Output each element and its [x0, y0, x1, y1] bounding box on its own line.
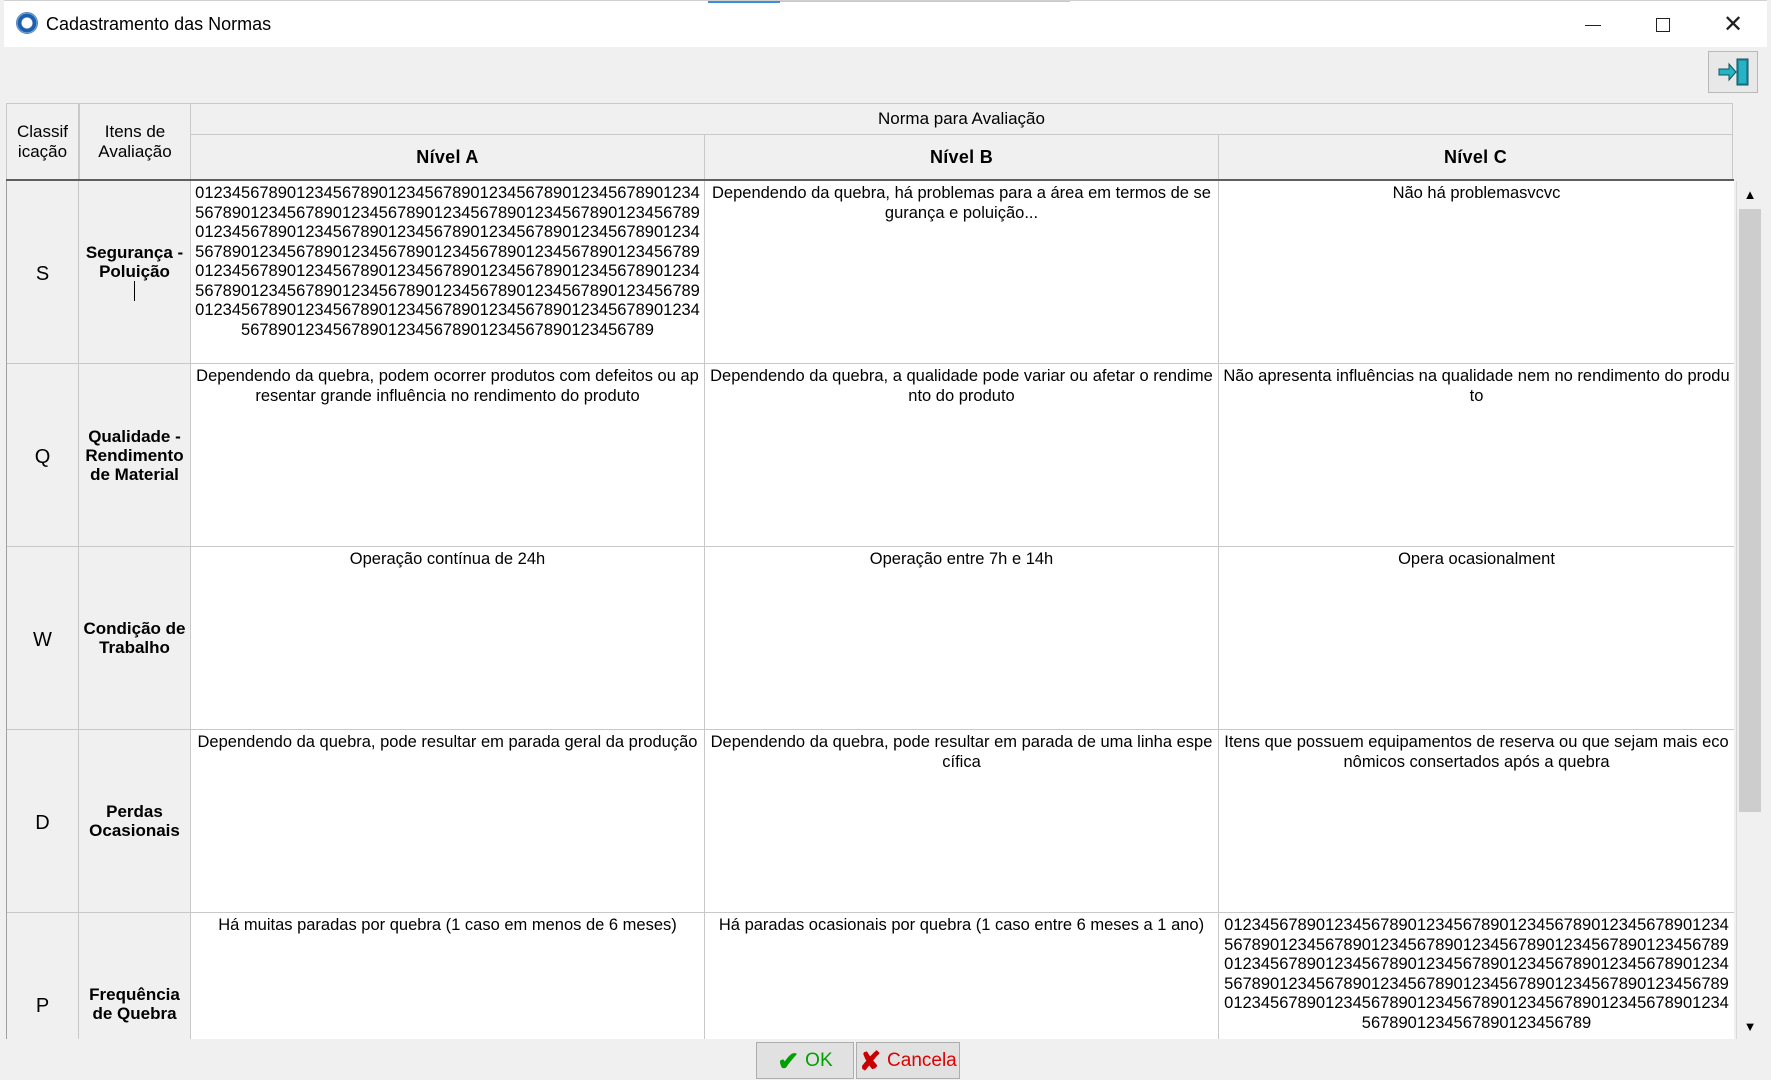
ok-button[interactable] — [756, 1042, 854, 1079]
cell-classificacao: P — [7, 913, 79, 1039]
scroll-down-arrow-icon[interactable]: ▼ — [1743, 1018, 1757, 1034]
cell-classificacao: Q — [7, 364, 79, 547]
header-nivel-b[interactable]: Nível B — [704, 134, 1219, 180]
table-row[interactable] — [7, 913, 1734, 1039]
maximize-button[interactable] — [1628, 1, 1698, 48]
close-button[interactable] — [1698, 1, 1768, 48]
cancel-button[interactable] — [856, 1042, 960, 1079]
maximize-icon — [1656, 18, 1670, 32]
header-nivel-c[interactable]: Nível C — [1218, 134, 1733, 180]
ok-button-label: OK — [805, 1049, 833, 1071]
cell-nivel-b[interactable]: Dependendo da quebra, a qualidade pode variar ou afetar o rendimento do produto — [705, 364, 1219, 547]
cell-nivel-a[interactable]: Dependendo da quebra, podem ocorrer produtos com defeitos ou apresentar grande influência no rendimento do produto — [191, 364, 705, 547]
checkmark-icon: ✔ — [777, 1045, 800, 1076]
cell-nivel-a[interactable]: Operação contínua de 24h — [191, 547, 705, 730]
app-icon — [16, 12, 38, 34]
table-row[interactable] — [7, 730, 1734, 913]
exit-door-icon — [1717, 57, 1751, 87]
cell-item-label: Segurança - Poluição — [85, 243, 184, 281]
header-nivel-a[interactable]: Nível A — [190, 134, 705, 180]
norms-grid[interactable] — [6, 181, 1734, 1039]
cell-nivel-a[interactable]: 0123456789012345678901234567890123456789012345678901234567890123456789012345678901234567890123456789012345678901234567890123456789012345678901234567890123456789012345678901234567890123456789012345678901234567890123456789012345678901234567890123456789012345678901234567890123456789012345678901234567890123456789012345678901234567890123456789012345678901234567890123456789012345678901234567890123456789012345678901234567890123456789 — [191, 181, 705, 364]
title-bar — [4, 0, 1767, 47]
cell-classificacao: D — [7, 730, 79, 913]
cell-nivel-a[interactable]: Dependendo da quebra, pode resultar em parada geral da produção — [191, 730, 705, 913]
cell-nivel-a[interactable]: Há muitas paradas por quebra (1 caso em menos de 6 meses) — [191, 913, 705, 1039]
cell-nivel-c[interactable]: 012345678901234567890123456789012345678901234567890123456789012345678901234567890123456789012345678901234567890123456789012345678901234567890123456789012345678901234567890123456789012345678901234567890123456789012345678901234567890123456789012345678901234567890123456789012345678901234567890123456789 — [1219, 913, 1734, 1039]
cell-nivel-c[interactable]: Não há problemasvcvc — [1219, 181, 1734, 364]
scroll-thumb[interactable] — [1739, 209, 1761, 812]
cell-classificacao: S — [7, 181, 79, 364]
header-itens-avaliacao: Itens de Avaliação — [79, 103, 191, 180]
cell-item: Condição de Trabalho — [79, 547, 191, 730]
cell-nivel-c[interactable]: Itens que possuem equipamentos de reserva ou que sejam mais econômicos consertados após a quebra — [1219, 730, 1734, 913]
cell-item: Frequência de Quebra — [79, 913, 191, 1039]
cell-nivel-b[interactable]: Há paradas ocasionais por quebra (1 caso entre 6 meses a 1 ano) — [705, 913, 1219, 1039]
x-cross-icon: ✘ — [859, 1045, 882, 1076]
header-norma-avaliacao: Norma para Avaliação — [190, 103, 1733, 135]
table-row[interactable] — [7, 181, 1734, 364]
cell-nivel-b[interactable]: Operação entre 7h e 14h — [705, 547, 1219, 730]
cell-classificacao: W — [7, 547, 79, 730]
cell-nivel-b[interactable]: Dependendo da quebra, há problemas para a área em termos de segurança e poluição... — [705, 181, 1219, 364]
minimize-button[interactable] — [1558, 1, 1628, 48]
cell-nivel-c[interactable]: Não apresenta influências na qualidade nem no rendimento do produto — [1219, 364, 1734, 547]
cancel-button-label: Cancela — [887, 1049, 957, 1071]
exit-button[interactable] — [1708, 51, 1758, 93]
cell-nivel-b[interactable]: Dependendo da quebra, pode resultar em parada de uma linha específica — [705, 730, 1219, 913]
cell-item — [79, 181, 191, 364]
close-icon: ✕ — [1722, 11, 1744, 38]
title-bar-accent — [708, 1, 780, 3]
cell-item: Qualidade - Rendimento de Material — [79, 364, 191, 547]
title-bar-divider — [780, 1, 1070, 2]
scroll-up-arrow-icon[interactable]: ▲ — [1743, 186, 1757, 202]
text-cursor — [134, 281, 135, 301]
cell-nivel-c[interactable]: Opera ocasionalment — [1219, 547, 1734, 730]
header-classificacao: Classificação — [6, 103, 79, 180]
cell-item: Perdas Ocasionais — [79, 730, 191, 913]
table-row[interactable] — [7, 547, 1734, 730]
minimize-icon — [1585, 25, 1601, 26]
window-title: Cadastramento das Normas — [46, 14, 272, 34]
vertical-scrollbar[interactable] — [1736, 181, 1763, 1039]
table-row[interactable] — [7, 364, 1734, 547]
